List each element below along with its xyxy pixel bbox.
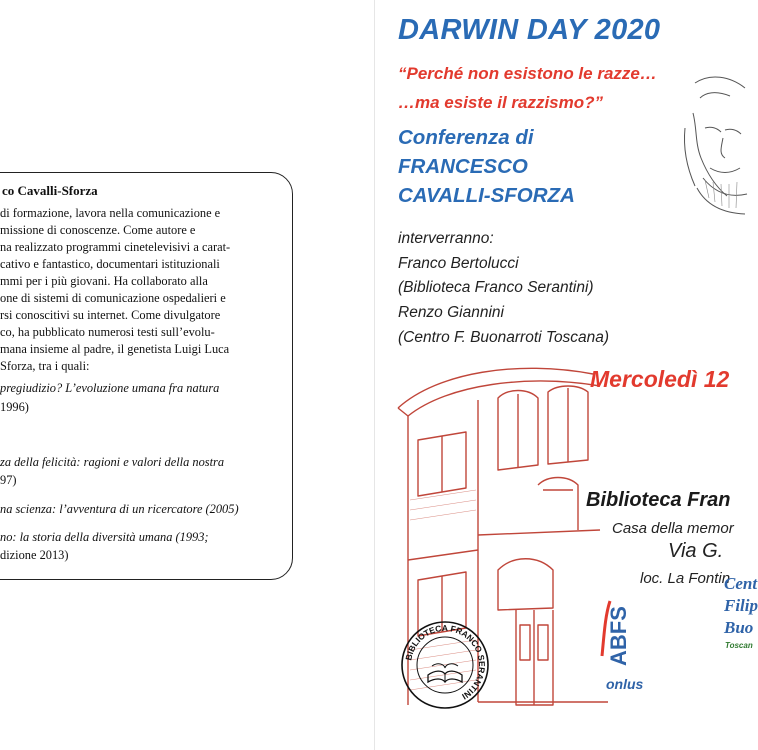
bio-line: one di sistemi di comunicazione ospedalieri e [0, 291, 226, 305]
speaker-first-name: FRANCESCO [398, 155, 528, 178]
centro-logo-line: Cent [724, 574, 758, 593]
venue-locality: loc. La Fontin [640, 570, 731, 587]
bio-line: Sforza, tra i quali: [0, 359, 90, 373]
venue-street: Via G. [668, 540, 724, 562]
event-title: DARWIN DAY 2020 [398, 14, 661, 46]
centro-logo-line: Filip [724, 596, 758, 615]
centro-logo-line: Buo [724, 618, 754, 637]
bio-line: missione di conoscenze. Come autore e [0, 223, 196, 237]
book-year: 1996) [0, 400, 29, 414]
speaker-affiliation: (Centro F. Buonarroti Toscana) [398, 329, 610, 346]
speaker-name: Renzo Giannini [398, 304, 504, 321]
speaker-affiliation: (Biblioteca Franco Serantini) [398, 279, 594, 296]
book-title: no: la storia della diversità umana (1993; [0, 530, 209, 544]
bio-line: na realizzato programmi cinetelevisivi a carat- [0, 240, 231, 254]
venue-subtitle: Casa della memor [612, 520, 734, 537]
bio-line: mana insieme al padre, il genetista Luigi Luca [0, 342, 230, 356]
darwin-portrait-sketch [675, 68, 750, 218]
bio-line: cativo e fantastico, documentari istituzionali [0, 257, 220, 271]
speakers-intro: interverranno: [398, 230, 494, 247]
venue-name: Biblioteca Fran [586, 489, 731, 511]
library-logo [400, 620, 490, 710]
bio-line: di formazione, lavora nella comunicazione e [0, 206, 221, 220]
abfs-logo-text: ABFS [606, 606, 631, 666]
speaker-name: Franco Bertolucci [398, 255, 519, 272]
event-quote-line1: “Perché non esistono le razze… [398, 64, 657, 83]
library-logo-ring-text: BIBLIOTECA FRANCO SERANTINI [403, 622, 488, 702]
abfs-onlus-label: onlus [606, 676, 644, 692]
book-title: na scienza: l’avventura di un ricercatore (2005) [0, 502, 239, 516]
book-title: za della felicità: ragioni e valori della nostra [0, 455, 225, 469]
speaker-last-name: CAVALLI-SFORZA [398, 184, 575, 207]
abfs-logo [596, 596, 646, 676]
centro-logo-tagline: Toscan [725, 641, 753, 650]
book-year: dizione 2013) [0, 548, 69, 562]
bio-line: co, ha pubblicato numerosi testi sull’evolu- [0, 325, 215, 339]
bio-line: rsi conoscitivi su internet. Come divulgatore [0, 308, 221, 322]
event-date: Mercoledì 12 [590, 366, 730, 392]
book-title: pregiudizio? L’evoluzione umana fra natura [0, 381, 220, 395]
fold-divider [374, 0, 375, 750]
event-quote-line2: …ma esiste il razzismo?” [398, 93, 604, 112]
bio-title: co Cavalli-Sforza [2, 183, 98, 198]
conference-label: Conferenza di [398, 126, 534, 149]
book-year: 97) [0, 473, 17, 487]
bio-line: mmi per i più giovani. Ha collaborato alla [0, 274, 208, 288]
